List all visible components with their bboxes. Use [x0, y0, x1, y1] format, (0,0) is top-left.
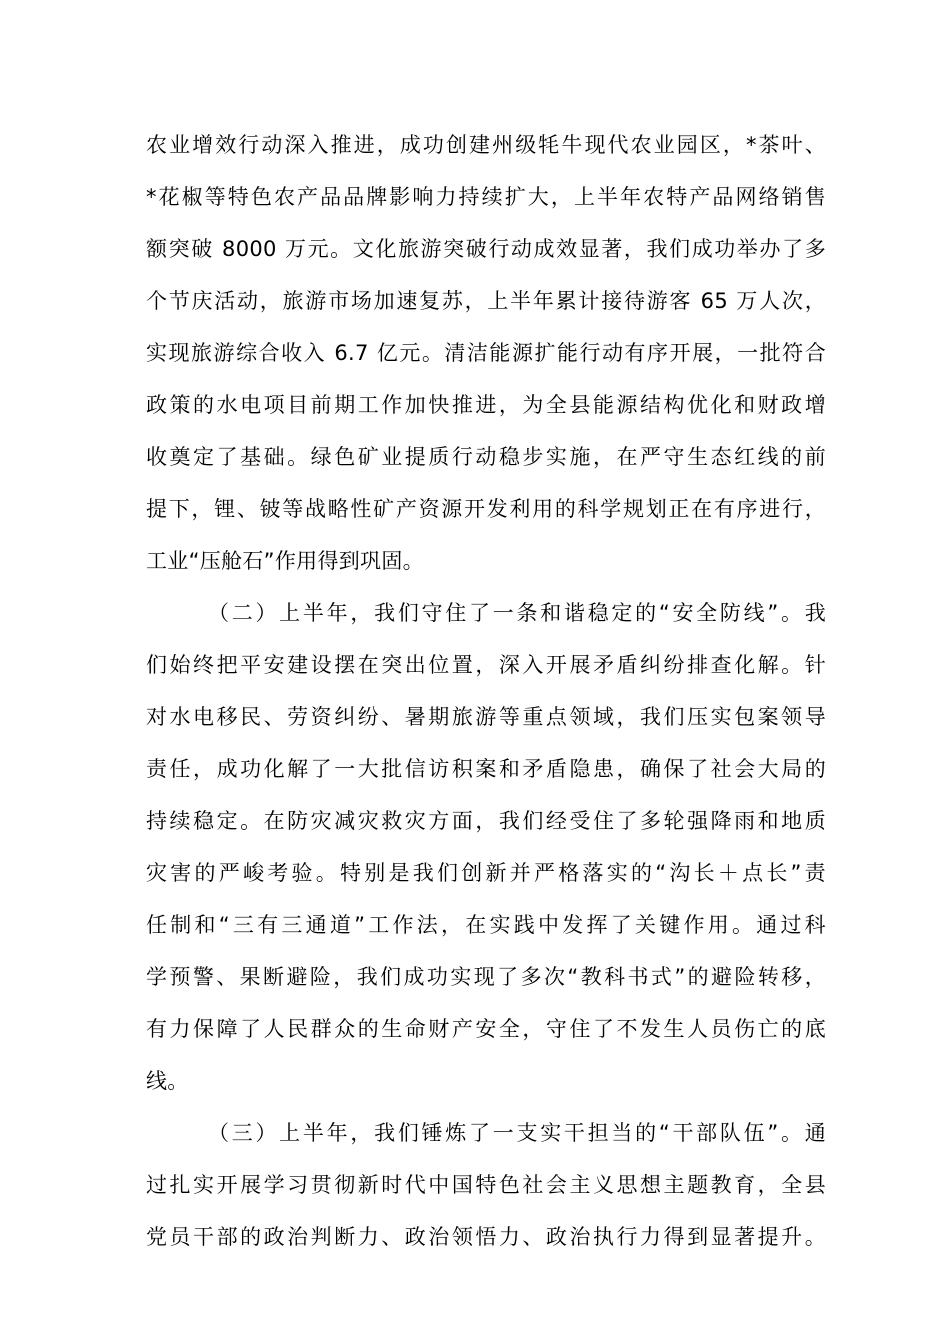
- text-line: 农业增效行动深入推进，成功创建州级牦牛现代农业园区，*茶叶、: [146, 133, 826, 157]
- section-heading-line: （二）上半年，我们守住了一条和谐稳定的“安全防线”。我: [208, 601, 826, 625]
- text-line: 线。: [146, 1069, 189, 1093]
- text-line: 责任，成功化解了一大批信访积案和矛盾隐患，确保了社会大局的: [146, 757, 826, 781]
- text-line: 工业“压舱石”作用得到巩固。: [146, 549, 424, 573]
- text-line: 政策的水电项目前期工作加快推进，为全县能源结构优化和财政增: [146, 393, 826, 417]
- text-line: 提下，锂、铍等战略性矿产资源开发利用的科学规划正在有序进行，: [146, 497, 826, 521]
- text-line: 收奠定了基础。绿色矿业提质行动稳步实施，在严守生态红线的前: [146, 445, 826, 469]
- text-line: 持续稳定。在防灾减灾救灾方面，我们经受住了多轮强降雨和地质: [146, 809, 826, 833]
- text-line: 个节庆活动，旅游市场加速复苏，上半年累计接待游客 65 万人次，: [146, 289, 826, 313]
- text-line: 们始终把平安建设摆在突出位置，深入开展矛盾纠纷排查化解。针: [146, 653, 826, 677]
- section-heading-line: （三）上半年，我们锤炼了一支实干担当的“干部队伍”。通: [208, 1121, 826, 1145]
- text-line: 学预警、果断避险，我们成功实现了多次“教科书式”的避险转移，: [146, 965, 826, 989]
- text-line: 任制和“三有三通道”工作法，在实践中发挥了关键作用。通过科: [146, 913, 826, 937]
- text-line: 实现旅游综合收入 6.7 亿元。清洁能源扩能行动有序开展，一批符合: [146, 341, 826, 365]
- text-line: 有力保障了人民群众的生命财产安全，守住了不发生人员伤亡的底: [146, 1017, 826, 1041]
- text-line: *花椒等特色农产品品牌影响力持续扩大，上半年农特产品网络销售: [146, 185, 826, 209]
- text-line: 对水电移民、劳资纠纷、暑期旅游等重点领域，我们压实包案领导: [146, 705, 826, 729]
- text-line: 额突破 8000 万元。文化旅游突破行动成效显著，我们成功举办了多: [146, 237, 826, 261]
- text-line: 过扎实开展学习贯彻新时代中国特色社会主义思想主题教育，全县: [146, 1173, 826, 1197]
- text-line: 党员干部的政治判断力、政治领悟力、政治执行力得到显著提升。: [146, 1225, 826, 1249]
- text-line: 灾害的严峻考验。特别是我们创新并严格落实的“沟长＋点长”责: [146, 861, 826, 885]
